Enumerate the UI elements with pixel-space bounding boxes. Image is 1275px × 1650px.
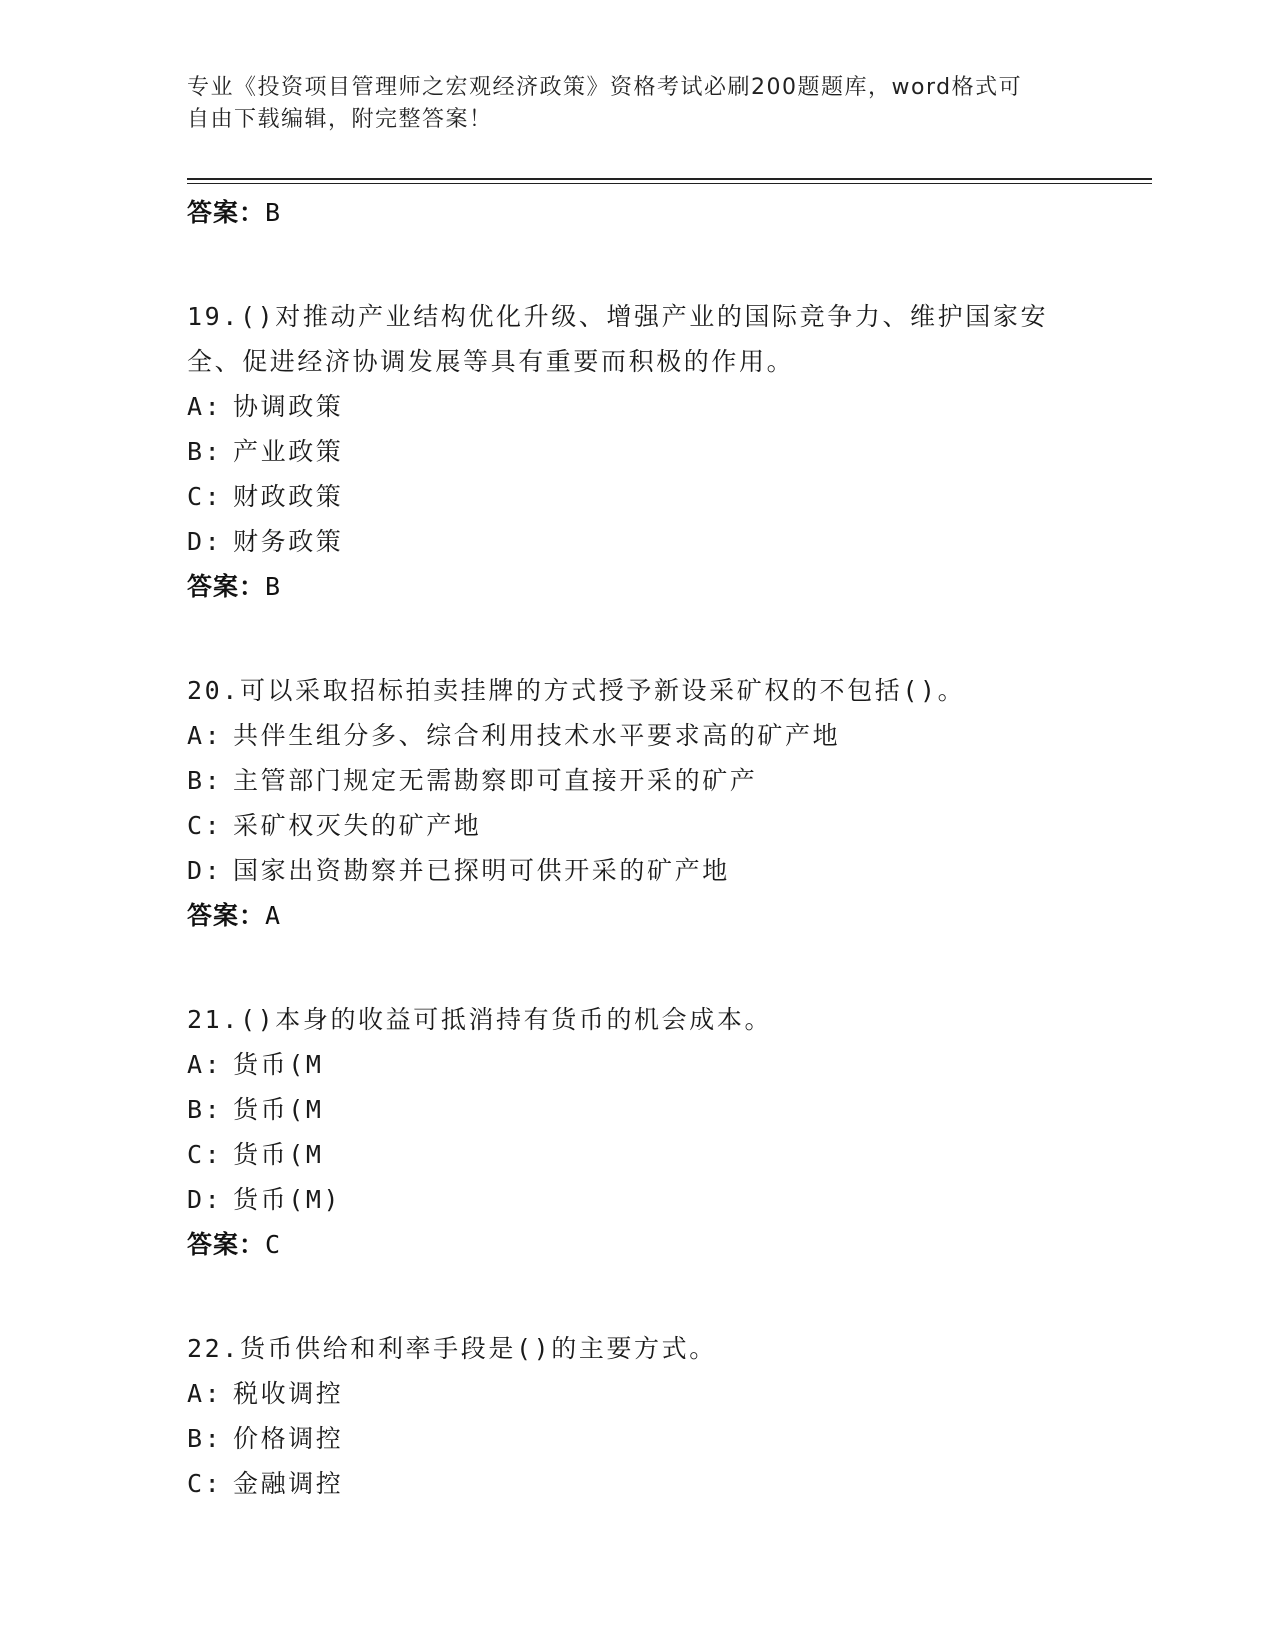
header-divider-thin <box>187 183 1152 184</box>
question-21 <box>187 997 1087 1268</box>
option-a: A: 协调政策 <box>187 392 344 421</box>
question-stem-line: 20.可以采取招标拍卖挂牌的方式授予新设采矿权的不包括()。 <box>187 676 966 705</box>
option-b: B: 产业政策 <box>187 437 344 466</box>
option-a: A: 共伴生组分多、综合利用技术水平要求高的矿产地 <box>187 721 841 750</box>
header-divider-thick <box>187 178 1152 180</box>
option-b: B: 货币(M <box>187 1095 324 1124</box>
option-c: C: 采矿权灭失的矿产地 <box>187 811 482 840</box>
header-line-2: 自由下载编辑，附完整答案！ <box>187 107 493 132</box>
question-stem-line: 21.()本身的收益可抵消持有货币的机会成本。 <box>187 1005 773 1034</box>
question-stem <box>187 668 1087 713</box>
option-a: A: 货币(M <box>187 1050 324 1079</box>
question-stem-line: 22.货币供给和利率手段是()的主要方式。 <box>187 1334 717 1363</box>
answer-value: B <box>265 198 282 227</box>
option-c: C: 货币(M <box>187 1140 324 1169</box>
option-d: D: 货币(M) <box>187 1185 342 1214</box>
question-stem-line: 全、促进经济协调发展等具有重要而积极的作用。 <box>187 347 795 376</box>
option-d: D: 财务政策 <box>187 527 344 556</box>
previous-answer <box>187 190 1087 236</box>
question-22 <box>187 1326 1087 1506</box>
question-list <box>187 190 1087 1506</box>
option-b: B: 价格调控 <box>187 1424 344 1453</box>
question-answer: 答案：B <box>187 572 282 601</box>
question-stem <box>187 1326 1087 1371</box>
option-d: D: 国家出资勘察并已探明可供开采的矿产地 <box>187 856 730 885</box>
question-20 <box>187 668 1087 939</box>
question-stem <box>187 294 1087 384</box>
document-header <box>187 72 1067 136</box>
option-b: B: 主管部门规定无需勘察即可直接开采的矿产 <box>187 766 758 795</box>
question-19 <box>187 294 1087 610</box>
option-c: C: 财政政策 <box>187 482 344 511</box>
question-answer: 答案：C <box>187 1230 282 1259</box>
question-answer: 答案：A <box>187 901 282 930</box>
header-line-1: 专业《投资项目管理师之宏观经济政策》资格考试必刷200题题库，word格式可 <box>187 75 1023 100</box>
answer-label: 答案： <box>187 198 266 227</box>
question-stem <box>187 997 1087 1042</box>
option-a: A: 税收调控 <box>187 1379 344 1408</box>
question-stem-line: 19.()对推动产业结构优化升级、增强产业的国际竞争力、维护国家安 <box>187 302 1049 331</box>
option-c: C: 金融调控 <box>187 1469 344 1498</box>
